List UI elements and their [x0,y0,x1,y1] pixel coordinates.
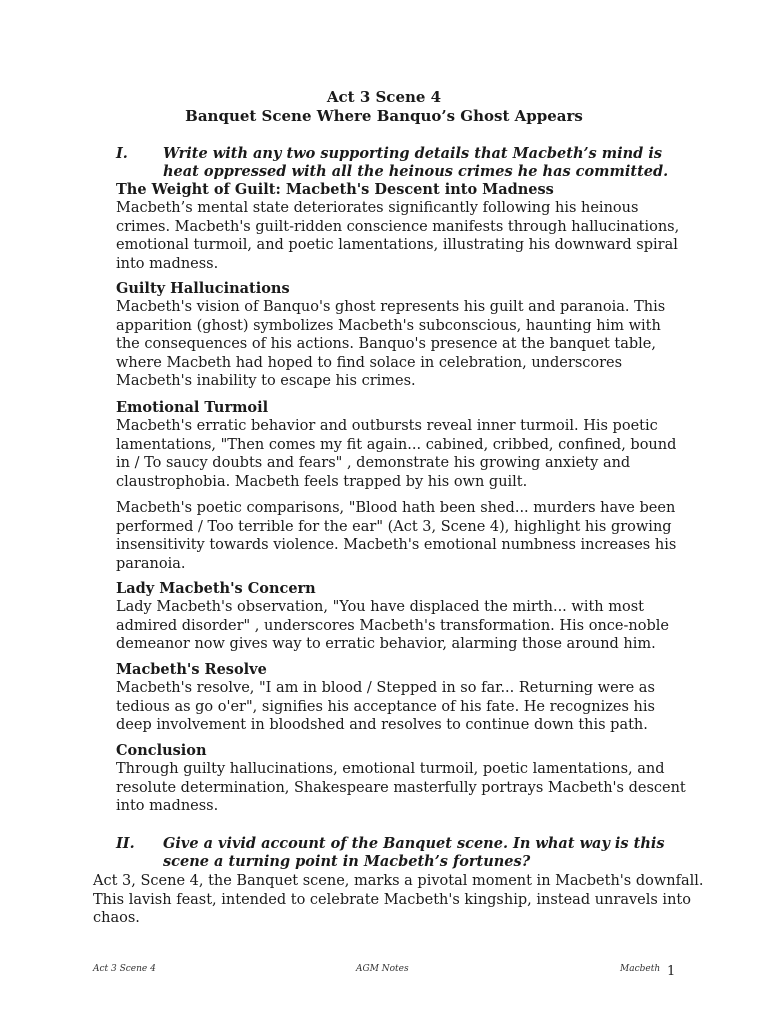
section-lady-macbeth-concern [116,580,686,654]
answer-2-paragraph: Act 3, Scene 4, the Banquet scene, marks a pivotal moment in Macbeth's downfall. This lavish feast, intended to celebrate Macbeth's kingship, instead unravels into chaos. [93,873,704,926]
question-2-text: Give a vivid account of the Banquet scene. In what way is this scene a turning point in Macbeth’s fortunes? [163,835,665,870]
section-heading: Macbeth's Resolve [116,661,267,678]
page-number: 1 [667,964,676,979]
section-macbeth-resolve [116,661,686,735]
question-2 [116,835,676,871]
page-subtitle: Banquet Scene Where Banquo’s Ghost Appears [185,107,583,125]
section-paragraph: Through guilty hallucinations, emotional turmoil, poetic lamentations, and resolute determination, Shakespeare masterfully portrays Macbeth's descent into madness. [116,761,686,814]
section-paragraph: Macbeth's poetic comparisons, "Blood hath been shed... murders have been performed / Too terrible for the ear" (Act 3, Scene 4), highlight his growing insensitivity towards violence. Macbeth's emotional numbness increases his paranoia. [116,500,677,572]
question-1-text: Write with any two supporting details that Macbeth’s mind is heat oppressed with all the heinous crimes he has committed. [163,145,669,180]
section-conclusion [116,742,686,816]
section-heading: Lady Macbeth's Concern [116,580,316,597]
section-heading: Guilty Hallucinations [116,280,290,297]
page-title: Act 3 Scene 4 [326,88,442,106]
section-heading: The Weight of Guilt: Macbeth's Descent into Madness [116,181,554,198]
section-heading: Emotional Turmoil [116,399,269,416]
section-heading: Conclusion [116,742,207,759]
footer-left: Act 3 Scene 4 [93,964,156,974]
section-weight-of-guilt [116,181,686,273]
question-1-number: I. [116,145,128,162]
question-1 [116,145,676,181]
footer-right: Macbeth [620,964,661,974]
section-paragraph: Macbeth's vision of Banquo's ghost represents his guilt and paranoia. This apparition (ghost) symbolizes Macbeth's subconscious, haunting him with the consequences of his actions. Banquo's presence at the banquet table, where Macbeth had hoped to find solace in celebration, underscores Macbeth's inability to escape his crimes. [116,299,666,389]
section-paragraph: Macbeth's resolve, "I am in blood / Stepped in so far... Returning were as tedious as go o'er", signifies his acceptance of his fate. He recognizes his deep involvement in bloodshed and resolves to continue down this path. [116,680,655,733]
section-emotional-turmoil [116,399,686,573]
section-paragraph: Macbeth’s mental state deteriorates significantly following his heinous crimes. Macbeth's guilt-ridden conscience manifests through hallucinations, emotional turmoil, and poetic lamentations, illustrating his downward spiral into madness. [116,200,680,272]
section-paragraph: Lady Macbeth's observation, "You have displaced the mirth... with most admired disorder" , underscores Macbeth's transformation. His once-noble demeanor now gives way to erratic behavior, alarming those around him. [116,599,669,652]
section-guilty-hallucinations [116,280,686,391]
section-paragraph: Macbeth's erratic behavior and outbursts reveal inner turmoil. His poetic lamentations, "Then comes my fit again... cabined, cribbed, confined, bound in / To saucy doubts and fears" , demonstrate his growing anxiety and claustrophobia. Macbeth feels trapped by his own guilt. [116,418,677,490]
question-2-number: II. [116,835,135,852]
footer-center: AGM Notes [356,964,409,974]
